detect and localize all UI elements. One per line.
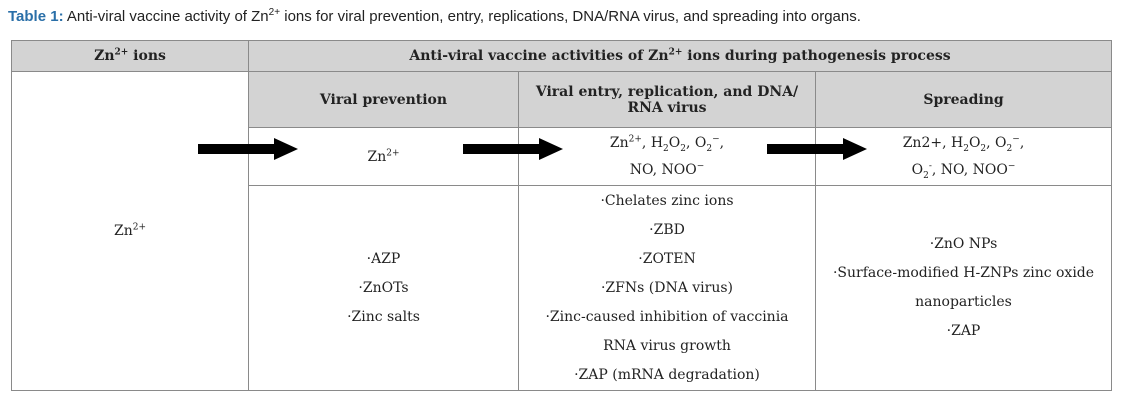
list-item: ·ZnO NPs (929, 236, 998, 252)
caption-label: Table 1: (8, 8, 64, 25)
list-item: ·Zinc salts (347, 308, 420, 325)
list-item: ·Zinc-caused inhibition of vaccinia (545, 308, 789, 325)
row-label-zn: $Zn^{2+}$ (12, 72, 249, 391)
value-entry: $Zn^{2+}$, $H_2O_2$, $O_2^-$, NO, NOO− (519, 128, 816, 186)
header-ions: $Zn^{2+}$ ions (12, 41, 249, 72)
list-item: ·ZnOTs (358, 279, 409, 296)
list-item: ·ZBD (649, 221, 685, 238)
caption-text: Anti-viral vaccine activity of Zn (63, 8, 269, 25)
arrow-right-icon (463, 138, 563, 160)
list-item: nanoparticles (915, 294, 1012, 310)
arrow-right-icon (767, 138, 867, 160)
list-item: ·ZAP (mRNA degradation) (574, 366, 760, 383)
list-prevention (249, 186, 519, 391)
header-activities: Anti-viral vaccine activities of $Zn^{2+}$ ions during pathogenesis process (249, 41, 1112, 72)
value-prevention: $Zn^{2+}$ (249, 128, 519, 186)
caption-sup: 2+ (268, 7, 281, 18)
subheader-prevention: Viral prevention (249, 72, 519, 128)
list-item: ·AZP (366, 250, 401, 267)
subheader-entry: Viral entry, replication, and DNA/ RNA virus (519, 72, 816, 128)
activity-table (11, 40, 1112, 391)
list-entry (519, 186, 816, 391)
list-item: RNA virus growth (603, 337, 731, 354)
caption-text-end: ions for viral prevention, entry, replications, DNA/RNA virus, and spreading into organs. (280, 8, 861, 25)
list-spreading (816, 186, 1112, 391)
list-item: ·ZFNs (DNA virus) (600, 279, 733, 296)
list-item: ·ZOTEN (638, 250, 696, 267)
table-caption (8, 8, 1138, 25)
value-spreading: Zn2+, $H_2O_2$, $O_2^-$, $O_2^-$, NO, NOO− (816, 128, 1112, 186)
list-item: ·Chelates zinc ions (600, 192, 734, 209)
list-item: ·ZAP (946, 323, 981, 339)
subheader-spreading: Spreading (816, 72, 1112, 128)
arrow-right-icon (198, 138, 298, 160)
list-item: ·Surface-modified H-ZNPs zinc oxide (832, 265, 1095, 281)
